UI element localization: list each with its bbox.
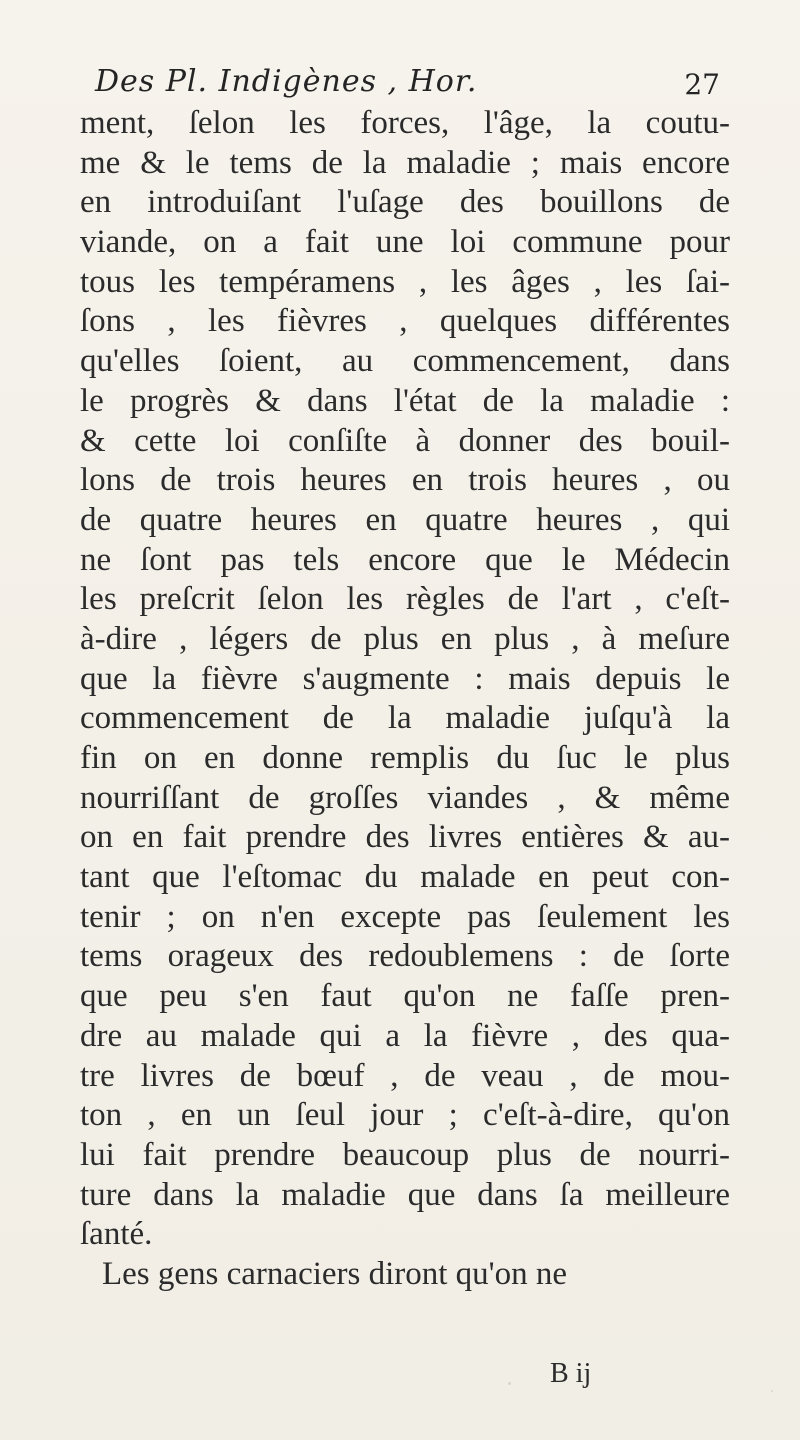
text-line: tre livres de bœuf , de veau , de mou- xyxy=(80,1057,730,1094)
text-line: ton , en un ſeul jour ; c'eſt-à-dire, qu'on xyxy=(80,1097,730,1134)
text-line: tems orageux des redoublemens : de ſorte xyxy=(80,938,730,975)
text-line: que peu s'en faut qu'on ne faſſe pren- xyxy=(80,978,730,1015)
text-line: en introduiſant l'uſage des bouillons de xyxy=(80,184,730,221)
text-line: ne ſont pas tels encore que le Médecin xyxy=(80,541,730,578)
signature-mark: B ij xyxy=(550,1358,592,1389)
text-line: lons de trois heures en trois heures , ou xyxy=(80,462,730,499)
text-line: me & le tems de la maladie ; mais encore xyxy=(80,144,730,181)
text-line: tenir ; on n'en excepte pas ſeulement les xyxy=(80,898,730,935)
text-line: on en fait prendre des livres entières & au- xyxy=(80,819,730,856)
text-line: lui fait prendre beaucoup plus de nourri- xyxy=(80,1136,730,1173)
text-line: nourriſſant de groſſes viandes , & même xyxy=(80,779,730,816)
text-line: ſons , les fièvres , quelques différentes xyxy=(80,303,730,340)
text-line: de quatre heures en quatre heures , qui xyxy=(80,501,730,538)
text-line: ment, ſelon les forces, l'âge, la coutu- xyxy=(80,105,730,141)
text-line: les preſcrit ſelon les règles de l'art , c'eſt- xyxy=(80,581,730,618)
text-line: que la fièvre s'augmente : mais depuis le xyxy=(80,660,730,697)
paper-speck xyxy=(771,1390,773,1392)
text-line: commencement de la maladie juſqu'à la xyxy=(80,700,730,737)
page-number: 27 xyxy=(684,68,720,101)
text-line: ture dans la maladie que dans ſa meilleure xyxy=(80,1176,730,1213)
text-line: dre au malade qui a la fièvre , des qua- xyxy=(80,1017,730,1054)
text-line: ſanté. xyxy=(80,1216,153,1253)
text-line: qu'elles ſoient, au commencement, dans xyxy=(80,343,730,380)
text-line: & cette loi conſiſte à donner des bouil- xyxy=(80,422,730,459)
text-line: tant que l'eſtomac du malade en peut con- xyxy=(80,859,730,896)
paper-speck xyxy=(508,1382,511,1385)
body-text xyxy=(80,104,730,1295)
page-header xyxy=(95,64,720,106)
running-title: Des Pl. Indigènes , Hor. xyxy=(95,64,478,99)
text-line: le progrès & dans l'état de la maladie : xyxy=(80,382,730,419)
text-line: tous les tempéramens , les âges , les ſai- xyxy=(80,263,730,300)
text-line: Les gens carnaciers diront qu'on ne xyxy=(102,1255,568,1292)
text-line: à-dire , légers de plus en plus , à meſure xyxy=(80,620,730,657)
text-line: fin on en donne remplis du ſuc le plus xyxy=(80,740,730,776)
text-line: viande, on a fait une loi commune pour xyxy=(80,224,730,261)
